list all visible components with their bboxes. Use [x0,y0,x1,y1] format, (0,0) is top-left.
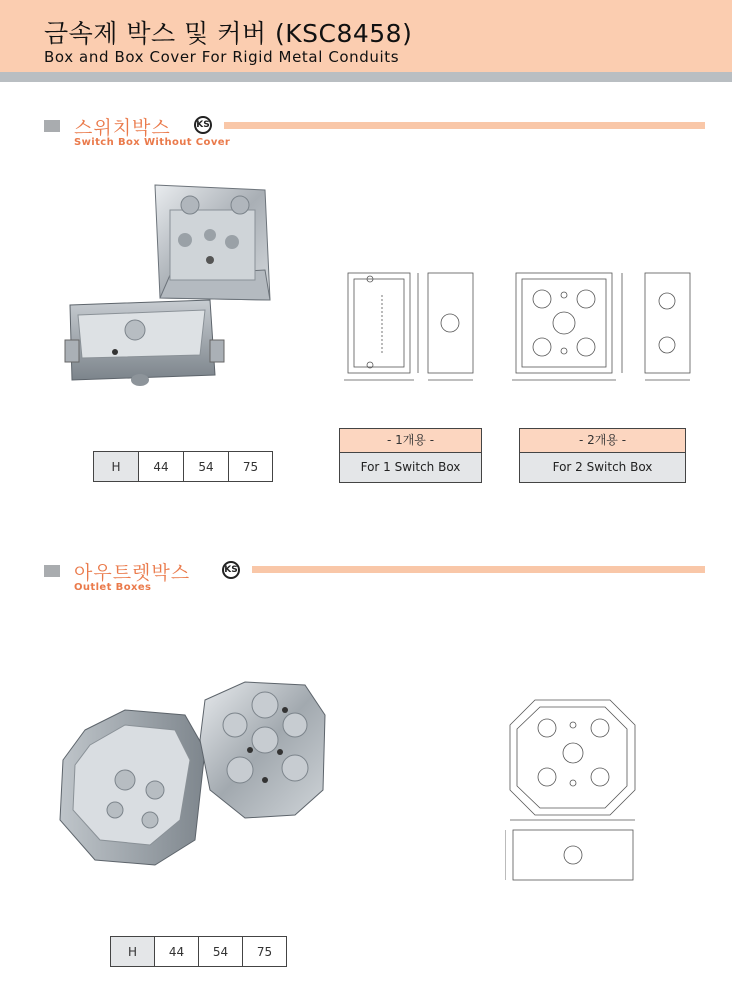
section-subtitle-switch-box: Switch Box Without Cover [74,137,231,148]
table-cell: 75 [243,937,287,967]
type-description: For 1 Switch Box [340,453,481,482]
type-description: For 2 Switch Box [520,453,685,482]
table-cell: 54 [184,452,229,482]
section-subtitle-outlet-box: Outlet Boxes [74,582,152,593]
type-label: - 1개용 - [340,429,481,453]
section-marker-square [44,120,60,132]
section-title-switch-box: 스위치박스 [74,117,171,139]
switch-box-2-drawing [510,265,700,390]
page-subtitle: Box and Box Cover For Rigid Metal Conduits [44,48,400,66]
outlet-box-photo [55,680,335,870]
table-row [111,937,287,967]
type-label: - 2개용 - [520,429,685,453]
ks-certification-icon: KS [222,561,240,579]
table-cell-header: H [94,452,139,482]
section-title-outlet-box: 아우트렛박스 [74,562,191,584]
table-cell: 44 [139,452,184,482]
switch-box-photo [60,180,290,430]
header-divider [0,72,732,82]
section-marker-square [44,565,60,577]
table-cell: 54 [199,937,243,967]
type-box-1-switch [339,428,482,483]
type-box-2-switch [519,428,686,483]
size-table-switch-box [93,451,273,482]
page-header [0,0,732,72]
size-table-outlet-box [110,936,287,967]
outlet-box-drawing [505,695,655,895]
table-cell-header: H [111,937,155,967]
section-divider-line [252,566,705,573]
section-divider-line [224,122,705,129]
switch-box-1-drawing [340,265,480,390]
table-row [94,452,273,482]
table-cell: 44 [155,937,199,967]
table-cell: 75 [229,452,273,482]
page-title: 금속제 박스 및 커버 (KSC8458) [44,19,413,48]
ks-certification-icon: KS [194,116,212,134]
